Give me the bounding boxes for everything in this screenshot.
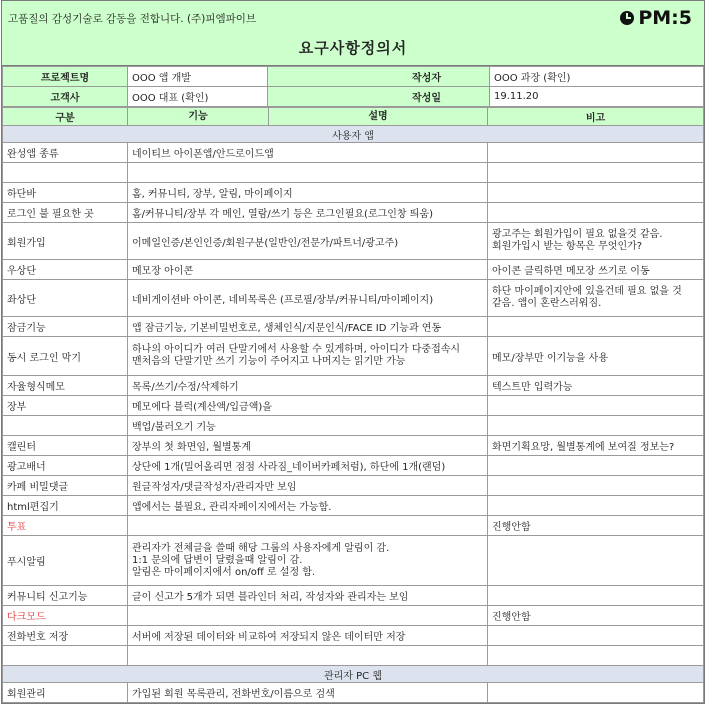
table-row <box>3 646 704 666</box>
function-cell <box>128 646 488 666</box>
category-cell: html편집기 <box>3 496 128 516</box>
category-cell: 잠금기능 <box>3 317 128 337</box>
category-cell: 동시 로그인 막기 <box>3 337 128 376</box>
note-cell: 진행안함 <box>488 516 704 536</box>
function-cell: 가입된 회원 목록관리, 전화번호/이름으로 검색 <box>128 683 488 703</box>
function-cell: 서버에 저장된 데이터와 비교하여 저장되지 않은 데이터만 저장 <box>128 626 488 646</box>
author-value: OOO 과장 (확인) <box>490 67 704 87</box>
table-row <box>3 143 704 163</box>
category-cell: 회원가입 <box>3 223 128 260</box>
category-cell: 투표 <box>3 516 128 536</box>
note-cell <box>488 536 704 586</box>
column-header: 구분 <box>3 108 128 126</box>
function-cell: 홈/커뮤니티/장부 각 메인, 열람/쓰기 등은 로그인필요(로그인창 띄움) <box>128 203 488 223</box>
category-cell: 우상단 <box>3 260 128 280</box>
function-cell: 네이티브 아이폰앱/안드로이드앱 <box>128 143 488 163</box>
note-cell <box>488 163 704 183</box>
category-cell: 다크모드 <box>3 606 128 626</box>
note-cell <box>488 626 704 646</box>
section-title: 관리자 PC 웹 <box>3 666 704 683</box>
function-cell: 장부의 첫 화면임, 월별통계 <box>128 436 488 456</box>
table-row <box>3 163 704 183</box>
function-cell <box>128 516 488 536</box>
document-title: 요구사항정의서 <box>298 39 408 57</box>
section-title: 사용자 앱 <box>3 126 704 143</box>
table-row <box>3 536 704 586</box>
category-cell: 캘린터 <box>3 436 128 456</box>
function-cell: 글이 신고가 5개가 되면 블라인더 처리, 작성자와 관리자는 보임 <box>128 586 488 606</box>
company-logo <box>620 7 692 29</box>
date-label: 작성일 <box>268 87 490 107</box>
table-row <box>3 516 704 536</box>
meta-table <box>2 66 704 107</box>
table-row <box>3 586 704 606</box>
table-row <box>3 626 704 646</box>
project-label: 프로젝트명 <box>3 67 128 87</box>
category-cell: 완성앱 종류 <box>3 143 128 163</box>
table-row <box>3 280 704 317</box>
table-row <box>3 317 704 337</box>
meta-row-project <box>3 67 704 87</box>
table-row <box>3 260 704 280</box>
author-label: 작성자 <box>268 67 490 87</box>
function-cell: 메모에다 블럭(계산액/입금액)을 <box>128 396 488 416</box>
logo-text: PM:5 <box>638 7 692 29</box>
column-header: 기능 <box>128 108 269 125</box>
table-row <box>3 416 704 436</box>
column-header: 비고 <box>488 108 704 126</box>
function-cell: 하나의 아이디가 여러 단말기에서 사용할 수 있게하며, 아이디가 다중접속시 맨처음의 단말기만 쓰기 기능이 주어지고 나머지는 읽기만 가능 <box>128 337 488 376</box>
note-cell: 메모/장부만 이기능을 사용 <box>488 337 704 376</box>
function-cell: 상단에 1개(밀어올리면 점점 사라짐_네이버카페처럼), 하단에 1개(랜덤) <box>128 456 488 476</box>
note-cell <box>488 416 704 436</box>
category-cell: 자율형식메모 <box>3 376 128 396</box>
banner <box>2 1 704 66</box>
note-cell: 광고주는 회원가입이 필요 없을것 같음. 회원가입시 받는 항목은 무엇인가? <box>488 223 704 260</box>
function-cell: 앱에서는 불필요, 관리자페이지에서는 가능함. <box>128 496 488 516</box>
category-cell <box>3 163 128 183</box>
function-cell: 앱 잠금기능, 기본비밀번호로, 생체인식/지문인식/FACE ID 기능과 연동 <box>128 317 488 337</box>
function-cell: 원글작성자/댓글작성자/관리자만 보임 <box>128 476 488 496</box>
category-cell: 광고배너 <box>3 456 128 476</box>
note-cell <box>488 317 704 337</box>
requirements-sheet <box>1 0 705 704</box>
category-cell <box>3 416 128 436</box>
date-value: 19.11.20 <box>490 87 704 107</box>
category-cell: 장부 <box>3 396 128 416</box>
column-header: 설명 <box>368 111 388 122</box>
project-value: OOO 앱 개발 <box>128 67 268 87</box>
table-row <box>3 436 704 456</box>
note-cell <box>488 683 704 703</box>
note-cell <box>488 143 704 163</box>
function-cell: 메모장 아이콘 <box>128 260 488 280</box>
function-cell <box>128 606 488 626</box>
note-cell <box>488 183 704 203</box>
table-row <box>3 456 704 476</box>
meta-row-client <box>3 87 704 107</box>
table-row <box>3 396 704 416</box>
note-cell: 하단 마이페이지안에 있을건데 필요 없을 것 같음. 앱이 혼란스러워짐. <box>488 280 704 317</box>
category-cell: 커뮤니티 신고기능 <box>3 586 128 606</box>
function-cell: 네비게이션바 아이콘, 네비목록은 (프로필/장부/커뮤니티/마이페이지) <box>128 280 488 317</box>
note-cell <box>488 396 704 416</box>
category-cell: 좌상단 <box>3 280 128 317</box>
table-row <box>3 476 704 496</box>
category-cell: 전화번호 저장 <box>3 626 128 646</box>
note-cell: 텍스트만 입력가능 <box>488 376 704 396</box>
function-cell: 백업/불러오기 기능 <box>128 416 488 436</box>
category-cell: 푸시알림 <box>3 536 128 586</box>
category-cell: 회원관리 <box>3 683 128 703</box>
note-cell: 진행안함 <box>488 606 704 626</box>
function-cell: 이메일인증/본인인증/회원구분(일반인/전문가/파트너/광고주) <box>128 223 488 260</box>
client-label: 고객사 <box>3 87 128 107</box>
requirements-table <box>2 107 704 703</box>
table-row <box>3 496 704 516</box>
column-header <box>128 108 488 126</box>
column-header-row <box>3 108 704 126</box>
section-row <box>3 666 704 683</box>
function-cell: 홈, 커뮤니티, 장부, 알림, 마이페이지 <box>128 183 488 203</box>
note-cell <box>488 496 704 516</box>
note-cell: 아이콘 클릭하면 메모장 쓰기로 이동 <box>488 260 704 280</box>
category-cell <box>3 646 128 666</box>
function-cell: 관리자가 전체글을 쓸때 해당 그룹의 사용자에게 알림이 감. 1:1 문의에 답변이 달렸을때 알림이 감. 알림은 마이페이지에서 on/off 로 설정 함. <box>128 536 488 586</box>
company-tagline: 고품질의 감성기술로 감동을 전합니다. (주)피엠파이브 <box>8 13 257 25</box>
table-row <box>3 337 704 376</box>
note-cell <box>488 586 704 606</box>
table-row <box>3 183 704 203</box>
section-row <box>3 126 704 143</box>
clock-icon <box>620 11 634 25</box>
table-row <box>3 376 704 396</box>
table-row <box>3 683 704 703</box>
function-cell <box>128 163 488 183</box>
client-value: OOO 대표 (확인) <box>128 87 268 107</box>
category-cell: 카페 비밀댓글 <box>3 476 128 496</box>
category-cell: 로그인 불 필요한 곳 <box>3 203 128 223</box>
note-cell <box>488 476 704 496</box>
note-cell: 화면기획요망, 월별통계에 보여질 정보는? <box>488 436 704 456</box>
table-row <box>3 223 704 260</box>
table-row <box>3 606 704 626</box>
category-cell: 하단바 <box>3 183 128 203</box>
note-cell <box>488 203 704 223</box>
note-cell <box>488 456 704 476</box>
table-row <box>3 203 704 223</box>
function-cell: 목록/쓰기/수정/삭제하기 <box>128 376 488 396</box>
note-cell <box>488 646 704 666</box>
